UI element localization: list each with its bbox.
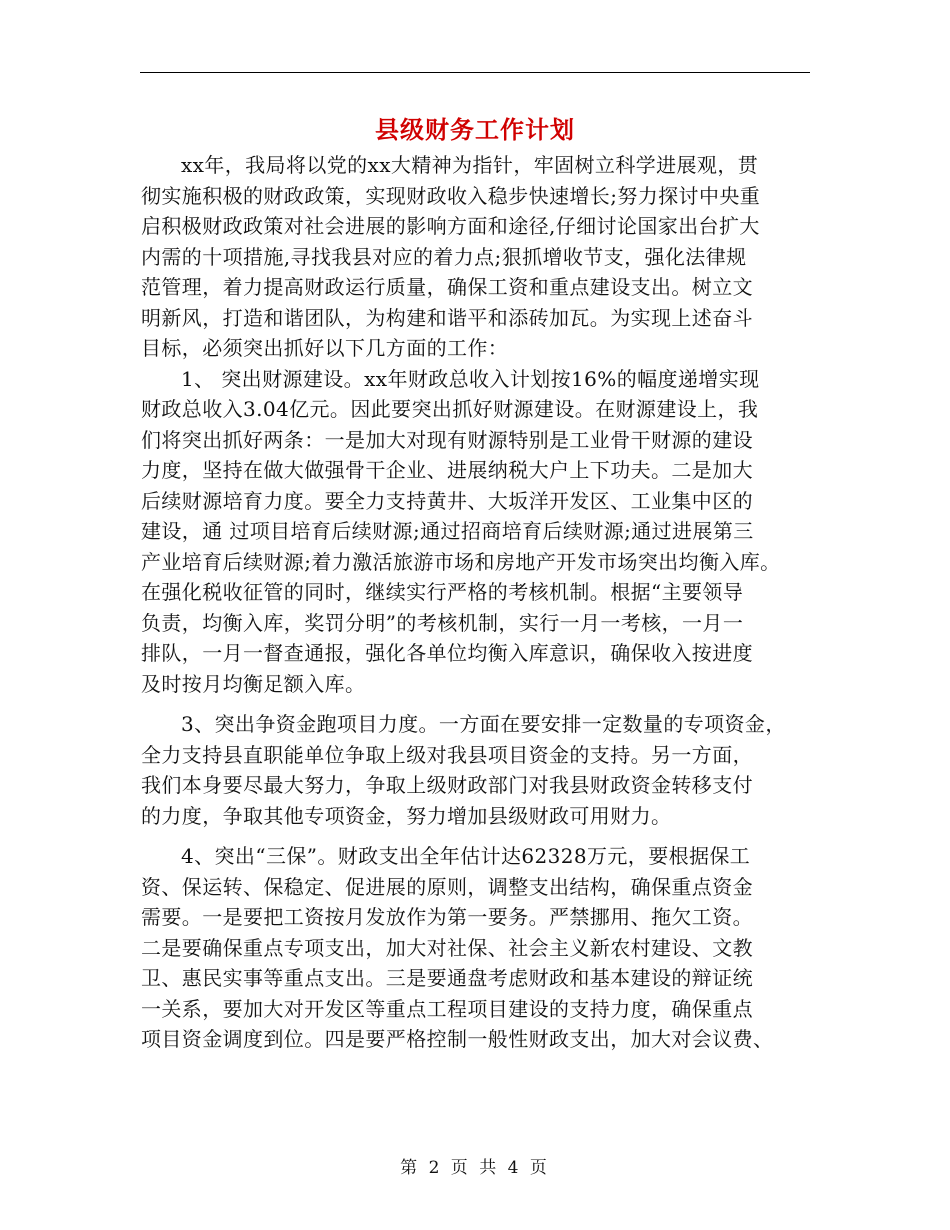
document-title: 县级财务工作计划 [375,116,575,144]
text-line: 资、保运转、保稳定、促进展的原则，调整支出结构，确保重点资金 [141,874,753,899]
paragraph-intro [141,150,813,364]
text-line: 产业培育后续财源;着力激活旅游市场和房地产开发市场突出均衡入库。 [141,549,781,574]
text-line: 二是要确保重点专项支出，加大对社保、社会主义新农村建设、文教 [141,935,753,960]
text-line: 建设，通 过项目培育后续财源;通过招商培育后续财源;通过进展第三 [141,519,754,543]
text-line: 3、突出争资金跑项目力度。一方面在要安排一定数量的专项资金， [181,712,786,736]
paragraph-three-guarantees [141,841,813,1055]
text-line: 目标，必须突出抓好以下几方面的工作： [141,336,509,360]
text-line: 全力支持县直职能单位争取上级对我县项目资金的支持。另一方面， [141,742,753,767]
header-rule [140,72,810,73]
text-line: 我们本身要尽最大努力，争取上级财政部门对我县财政资金转移支付 [141,773,753,797]
text-line: 一关系，要加大对开发区等重点工程项目建设的支持力度，确保重点 [141,996,753,1021]
text-line: 需要。一是要把工资按月发放作为第一要务。严禁挪用、拖欠工资。 [141,905,753,929]
text-line: 的力度，争取其他专项资金，努力增加县级财政可用财力。 [141,803,672,828]
text-line: 4、突出“三保”。财政支出全年估计达62328万元，要根据保工 [181,844,751,868]
text-line: 1、 突出财源建设。xx年财政总收入计划按16%的幅度递增实现 [181,366,760,391]
text-line: 们将突出抓好两条：一是加大对现有财源特别是工业骨干财源的建设 [141,427,753,452]
text-line: 力度，坚持在做大做强骨干企业、进展纳税大户上下功夫。二是加大 [141,458,753,482]
paragraph-revenue [141,364,813,700]
document-body [141,150,813,1055]
text-line: 范管理，着力提高财政运行质量，确保工资和重点建设支出。树立文 [141,275,753,299]
text-line: 负责，均衡入库，奖罚分明”的考核机制，实行一月一考核，一月一 [141,610,744,635]
text-line: 彻实施积极的财政政策，实现财政收入稳步快速增长;努力探讨中央重 [141,183,761,208]
text-line: 明新风，打造和谐团队，为构建和谐平和添砖加瓦。为实现上述奋斗 [141,305,753,330]
text-line: 在强化税收征管的同时，继续实行严格的考核机制。根据“主要领导 [141,580,744,604]
text-line: 排队，一月一督查通报，强化各单位均衡入库意识，确保收入按进度 [141,641,753,665]
text-line: 内需的十项措施,寻找我县对应的着力点;狠抓增收节支，强化法律规 [141,244,747,269]
text-line: 及时按月均衡足额入库。 [141,671,366,696]
text-line: 启积极财政政策对社会进展的影响方面和途径,仔细讨论国家出台扩大 [141,214,760,238]
text-line: 卫、惠民实事等重点支出。三是要通盘考虑财政和基本建设的辩证统 [141,966,753,990]
text-line: 财政总收入3.04亿元。因此要突出抓好财源建设。在财源建设上，我 [141,397,759,421]
paragraph-funding [141,709,813,831]
text-line: 后续财源培育力度。要全力支持黄井、大坂洋开发区、工业集中区的 [141,488,753,513]
text-line: xx年，我局将以党的xx大精神为指针，牢固树立科学进展观，贯 [181,153,759,177]
text-line: 项目资金调度到位。四是要严格控制一般性财政支出，加大对会议费、 [141,1027,774,1051]
page-footer: 第 2 页 共 4 页 [400,1158,550,1178]
